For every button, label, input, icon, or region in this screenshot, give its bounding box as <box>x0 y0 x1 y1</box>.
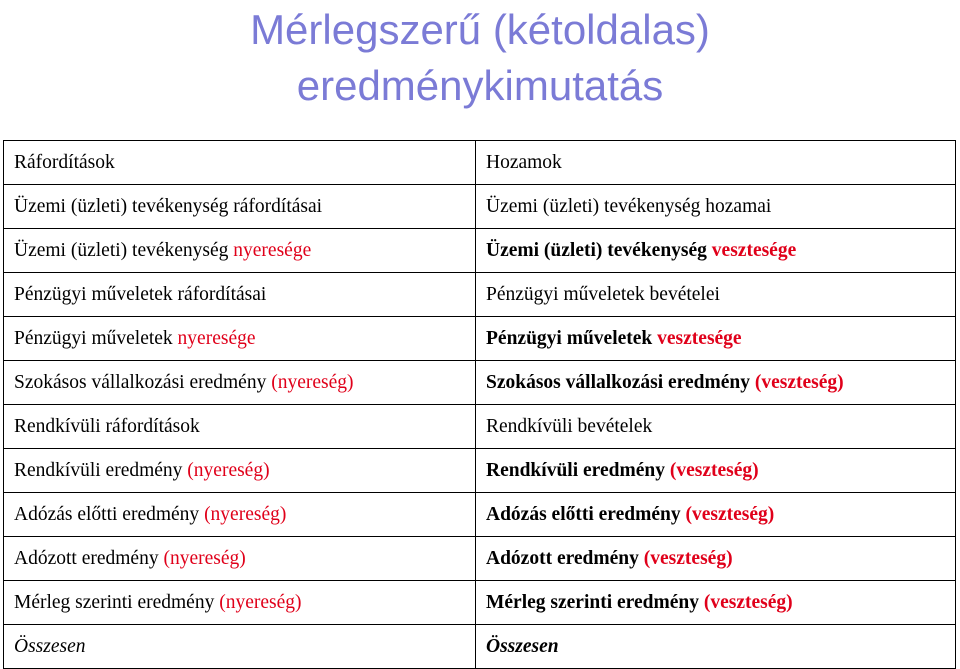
cell-highlight: (veszteség) <box>643 547 733 569</box>
title-line-1: Mérlegszerű (kétoldalas) <box>250 6 710 53</box>
table-row <box>4 229 956 273</box>
cell-text: Mérleg szerinti eredmény <box>14 591 220 613</box>
cell-highlight: (nyereség) <box>163 547 246 569</box>
left-cell <box>4 273 476 317</box>
left-cell <box>4 537 476 581</box>
cell-highlight: vesztesége <box>711 239 797 261</box>
left-cell <box>4 493 476 537</box>
cell-highlight: (veszteség) <box>703 591 793 613</box>
right-cell <box>476 141 956 185</box>
table-row <box>4 273 956 317</box>
cell-text: Adózás előtti eredmény <box>486 503 686 525</box>
cell-text: Szokásos vállalkozási eredmény <box>14 371 272 393</box>
cell-highlight: (nyereség) <box>219 591 302 613</box>
cell-highlight: (nyereség) <box>204 503 287 525</box>
cell-text: Pénzügyi műveletek bevételei <box>486 283 720 305</box>
cell-text: Pénzügyi műveletek ráfordításai <box>14 283 267 305</box>
table-row <box>4 405 956 449</box>
right-cell <box>476 493 956 537</box>
table-row <box>4 537 956 581</box>
cell-text: Rendkívüli ráfordítások <box>14 415 200 437</box>
right-cell <box>476 537 956 581</box>
left-cell <box>4 317 476 361</box>
right-cell <box>476 273 956 317</box>
cell-highlight: (nyereség) <box>187 459 270 481</box>
left-cell <box>4 141 476 185</box>
left-cell <box>4 361 476 405</box>
cell-text: Rendkívüli bevételek <box>486 415 653 437</box>
cell-text: Pénzügyi műveletek <box>486 327 658 349</box>
left-cell <box>4 405 476 449</box>
right-cell <box>476 361 956 405</box>
cell-text: Adózott eredmény <box>14 547 164 569</box>
cell-highlight: (nyereség) <box>271 371 354 393</box>
cell-text: Üzemi (üzleti) tevékenység <box>486 239 712 261</box>
right-cell <box>476 405 956 449</box>
cell-text: Hozamok <box>486 151 562 173</box>
cell-highlight: nyeresége <box>177 327 256 349</box>
right-cell <box>476 581 956 625</box>
table-row <box>4 317 956 361</box>
cell-highlight: nyeresége <box>233 239 312 261</box>
cell-text: Pénzügyi műveletek <box>14 327 178 349</box>
right-cell <box>476 317 956 361</box>
page-title <box>0 0 960 114</box>
cell-highlight: (veszteség) <box>685 503 775 525</box>
cell-text: Rendkívüli eredmény <box>14 459 188 481</box>
cell-text: Üzemi (üzleti) tevékenység hozamai <box>486 195 772 217</box>
cell-text: Üzemi (üzleti) tevékenység <box>14 239 234 261</box>
cell-text: Adózott eredmény <box>486 547 644 569</box>
right-cell <box>476 625 956 669</box>
cell-text: Rendkívüli eredmény <box>486 459 670 481</box>
cell-text: Üzemi (üzleti) tevékenység ráfordításai <box>14 195 323 217</box>
cell-text: Összesen <box>14 635 86 657</box>
right-cell <box>476 449 956 493</box>
right-cell <box>476 185 956 229</box>
table-row <box>4 449 956 493</box>
cell-text: Adózás előtti eredmény <box>14 503 205 525</box>
right-cell <box>476 229 956 273</box>
left-cell <box>4 625 476 669</box>
cell-highlight: (veszteség) <box>669 459 759 481</box>
left-cell <box>4 185 476 229</box>
cell-text: Ráfordítások <box>14 151 115 173</box>
cell-text: Összesen <box>486 635 559 657</box>
cell-text: Mérleg szerinti eredmény <box>486 591 704 613</box>
left-cell <box>4 581 476 625</box>
cell-highlight: vesztesége <box>657 327 742 349</box>
table-row <box>4 581 956 625</box>
table-row <box>4 625 956 669</box>
income-statement-table <box>3 140 956 669</box>
table-row <box>4 493 956 537</box>
table-row <box>4 361 956 405</box>
left-cell <box>4 229 476 273</box>
left-cell <box>4 449 476 493</box>
table-row <box>4 141 956 185</box>
cell-text: Szokásos vállalkozási eredmény <box>486 371 755 393</box>
table-row <box>4 185 956 229</box>
cell-highlight: (veszteség) <box>754 371 844 393</box>
title-line-2: eredménykimutatás <box>296 62 664 109</box>
